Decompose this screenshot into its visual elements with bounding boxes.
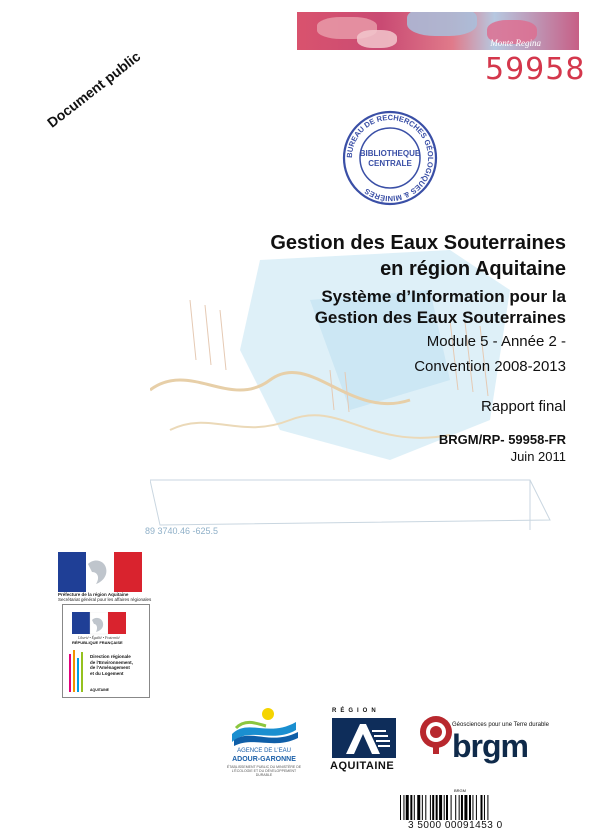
brgm-name: brgm [452, 728, 528, 764]
dreal-line2: de l'Environnement, [90, 659, 133, 665]
brgm-tagline: Géosciences pour une Terre durable [452, 722, 549, 728]
agence-eau-wave-logo [228, 704, 300, 748]
stamp-inner-line1: BIBLIOTHEQUE [359, 149, 421, 158]
cover-map-strip [297, 12, 579, 50]
document-public-label: Document public [44, 48, 144, 131]
prefecture-marianne-logo [58, 552, 142, 592]
barcode-number: 3 5000 00091453 0 [408, 820, 503, 831]
subtitle-line2: Gestion des Eaux Souterraines [314, 308, 566, 327]
barcode-icon [398, 795, 548, 820]
report-id: BRGM/RP- 59958-FR [438, 432, 566, 447]
region-name: AQUITAINE [330, 760, 395, 772]
svg-text:BUREAU DE RECHERCHES GÉOLOGIQU [345, 113, 435, 203]
convention-line: Convention 2008-2013 [414, 358, 566, 375]
region-aquitaine-logo [332, 718, 396, 758]
report-date: Juin 2011 [510, 449, 566, 464]
title-line1: Gestion des Eaux Souterraines [270, 232, 566, 254]
report-type: Rapport final [480, 398, 566, 415]
agence-line3: ÉTABLISSEMENT PUBLIC DU MINISTÈRE DE L'ÉCOLOGIE ET DU DÉVELOPPEMENT DURABLE [226, 765, 302, 777]
agence-line2: ADOUR-GARONNE [232, 756, 296, 763]
republique-motto: Liberté • Égalité • Fraternité [78, 636, 120, 640]
barcode-label: BRGM [454, 788, 466, 793]
title-line2: en région Aquitaine [380, 258, 566, 280]
brgm-globe-logo [418, 712, 454, 756]
dreal-line1: Direction régionale [90, 654, 131, 659]
stamp-inner-line2: CENTRALE [368, 159, 412, 168]
handwritten-number: 59958 [485, 52, 586, 87]
subtitle-line1: Système d’Information pour la [321, 287, 566, 306]
stamp-outer-text: BUREAU DE RECHERCHES GÉOLOGIQUES & MINIÈRES [344, 112, 436, 204]
republique-marianne-logo [72, 612, 128, 640]
region-top-label: RÉGION [332, 708, 380, 714]
module-line: Module 5 - Année 2 - [426, 333, 566, 350]
dreal-region: AQUITAINE [90, 688, 109, 692]
dreal-color-bars-icon [68, 650, 86, 692]
dreal-name [90, 654, 146, 676]
library-stamp [340, 108, 440, 208]
map-coordinate: 89 3740.46 -625.5 [145, 526, 219, 536]
agence-line1: AGENCE DE L'EAU [237, 748, 291, 754]
dreal-line4: et du Logement [90, 670, 124, 676]
prefecture-name: Préfecture de la région Aquitaine [58, 592, 129, 597]
dreal-line3: de l'Aménagement [90, 665, 130, 670]
republique-name: RÉPUBLIQUE FRANÇAISE [72, 640, 123, 645]
prefecture-subtitle: Secrétariat général pour les affaires régionales [58, 597, 152, 602]
map-strip-label: Monte Regina [490, 38, 541, 48]
